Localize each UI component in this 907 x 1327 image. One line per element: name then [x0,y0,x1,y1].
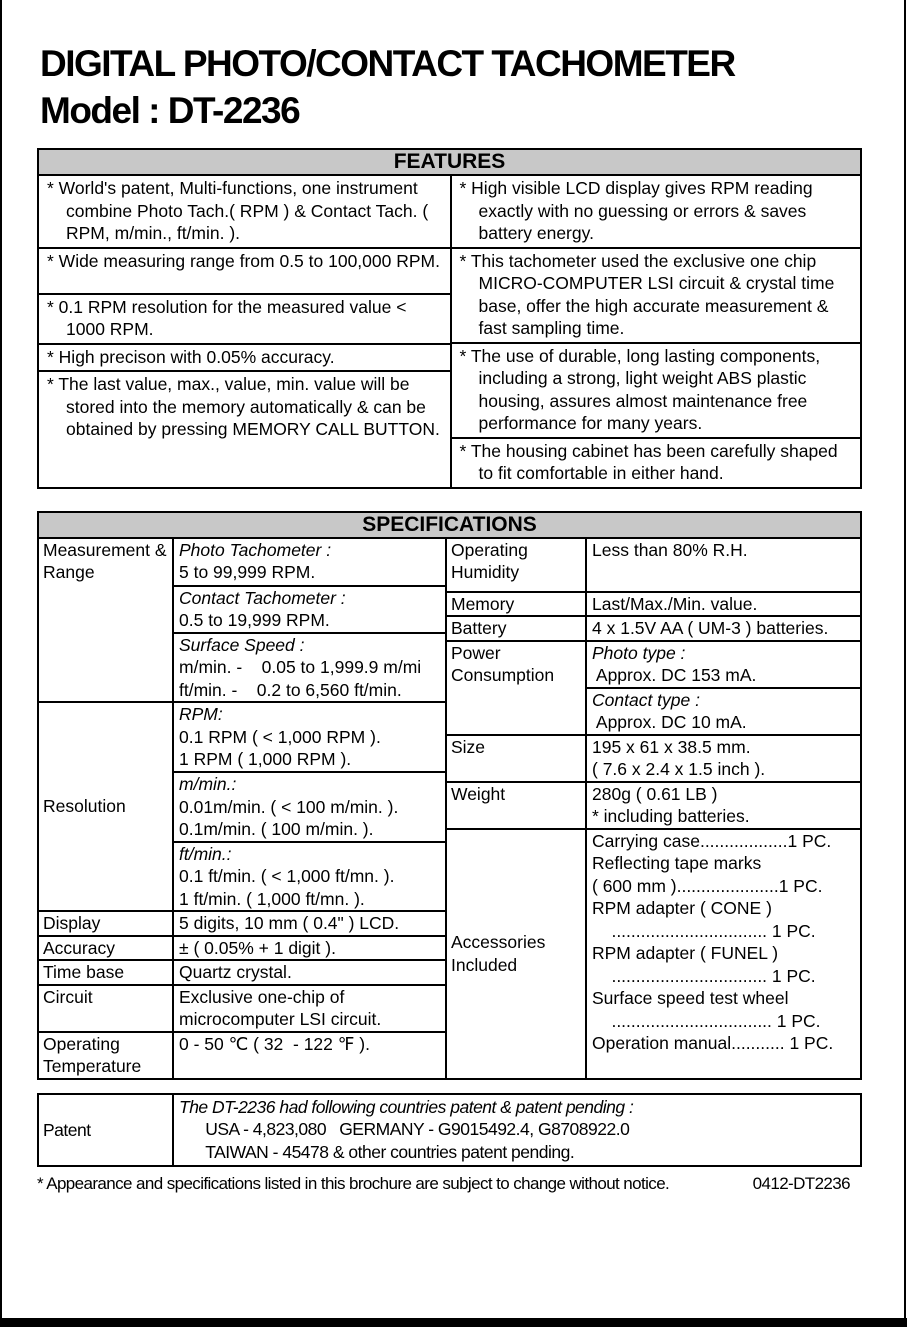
footer-code: 0412-DT2236 [752,1174,850,1193]
spec-row-accuracy [39,935,445,960]
spec-line: RPM adapter ( CONE ) [592,898,772,918]
page-left-rule [0,0,2,1327]
feature-item: * World's patent, Multi-functions, one instrument combine Photo Tach.( RPM ) & Contact Tach. ( RPM, m/min., ft/min. ). [47,178,429,243]
features-columns [39,176,860,487]
spec-line: ................................ 1 PC. [592,965,816,986]
spec-line: Approx. DC 153 mA. [592,665,757,685]
spec-label: Time base [43,962,125,982]
spec-line: 0.01m/min. ( < 100 m/min. ). [179,796,399,817]
feature-item: * High visible LCD display gives RPM reading exactly with no guessing or errors & saves battery energy. [459,178,813,243]
spec-line: 1 ft/min. ( 1,000 ft/mn. ). [179,888,365,909]
spec-subcell [587,687,860,734]
spec-row-power-consumption [447,640,860,734]
page-title-line2: Model : DT-2236 [40,90,300,131]
spec-right-half [445,539,860,1078]
spec-row-timebase [39,959,445,984]
features-header: FEATURES [39,150,860,176]
spec-label: Operating Temperature [43,1033,142,1076]
spec-sub-title: Surface Speed : [179,634,305,655]
spec-row-measurement [39,539,445,702]
spec-row-memory [447,591,860,616]
spec-value: ± ( 0.05% + 1 digit ). [179,937,336,958]
patent-table [37,1093,862,1168]
spec-row-operating-temperature [39,1031,445,1078]
spec-subcell [174,632,445,702]
spec-value: 0 - 50 ℃ ( 32 - 122 ℉ ). [179,1033,370,1054]
spec-line: Exclusive one-chip of [179,986,345,1007]
footer [37,1173,862,1194]
page-content [37,0,862,1194]
patent-label: Patent [43,1119,91,1140]
spec-line: 0.1 RPM ( < 1,000 RPM ). [179,726,381,747]
specifications-table [37,511,862,1080]
title-block [40,40,862,134]
spec-value: Quartz crystal. [179,962,292,982]
spec-row-battery [447,615,860,640]
spec-sub-title: m/min.: [179,774,237,794]
spec-row-weight [447,781,860,828]
spec-line: ( 600 mm ).....................1 PC. [592,875,823,896]
patent-line: TAIWAN - 45478 & other countries patent pending. [179,1141,575,1162]
spec-value: 4 x 1.5V AA ( UM-3 ) batteries. [592,618,829,638]
spec-subcell [587,642,860,687]
spec-label: Circuit [43,986,93,1007]
spec-sub-title: RPM: [179,704,223,724]
spec-subgroup [172,539,445,702]
spec-subcell [174,539,445,585]
feature-item: * The housing cabinet has been carefully shaped to fit comfortable in either hand. [452,437,861,487]
spec-subgroup [585,642,860,734]
specifications-columns [39,539,860,1078]
spec-line: Surface speed test wheel [592,988,789,1008]
feature-item: * This tachometer used the exclusive one chip MICRO-COMPUTER LSI circuit & crystal time base, offer the high accurate measurement & fast sampling time. [452,247,861,342]
spec-label: Power Consumption [451,642,555,685]
spec-line: 1 RPM ( 1,000 RPM ). [179,749,352,769]
spec-label: Memory [451,593,515,614]
spec-left-half [39,539,445,1078]
feature-item: * The last value, max., value, min. value will be stored into the memory automatically & can be obtained by pressing MEMORY CALL BUTTON. [39,370,450,487]
spec-label: Accuracy [43,937,115,958]
spec-sub-title: Photo Tachometer : [179,539,332,560]
patent-line: USA - 4,823,080 GERMANY - G9015492.4, G8708922.0 [179,1119,630,1139]
spec-value: 5 digits, 10 mm ( 0.4" ) LCD. [179,913,400,933]
spec-row-circuit [39,984,445,1031]
feature-item: * Wide measuring range from 0.5 to 100,000 RPM. [39,247,450,293]
spec-value: Last/Max./Min. value. [592,593,758,614]
spec-subgroup [172,703,445,910]
spec-line: Approx. DC 10 mA. [592,712,747,732]
spec-subcell [174,771,445,841]
page-right-rule [904,0,906,1327]
spec-label: Accessories Included [451,932,546,975]
features-left-column [39,176,450,487]
spec-row-operating-humidity [447,539,860,591]
spec-subcell [174,841,445,911]
spec-label: Resolution [43,796,126,817]
spec-line: Reflecting tape marks [592,853,762,873]
spec-line: Operation manual........... 1 PC. [592,1033,834,1053]
spec-line: * including batteries. [592,806,750,826]
feature-item: * 0.1 RPM resolution for the measured value < 1000 RPM. [39,293,450,343]
spec-line: 0.1m/min. ( 100 m/min. ). [179,819,374,839]
spec-subcell [174,585,445,632]
features-right-column [450,176,861,487]
spec-label: Battery [451,618,507,638]
feature-item: * The use of durable, long lasting components, including a strong, light weight ABS plastic housing, assures almost maintenance free performance for many years. [452,342,861,437]
spec-sub-title: Contact type : [592,689,700,710]
spec-sub-title: Contact Tachometer : [179,587,346,608]
spec-line: microcomputer LSI circuit. [179,1009,382,1029]
spec-row-accessories [447,828,860,1078]
spec-row-size [447,734,860,781]
spec-line: 0.1 ft/min. ( < 1,000 ft/mn. ). [179,866,395,886]
spec-line: ( 7.6 x 2.4 x 1.5 inch ). [592,759,766,779]
spec-line: 0.5 to 19,999 RPM. [179,610,330,630]
patent-title-line: The DT-2236 had following countries patent & patent pending : [179,1096,634,1117]
spec-line: 5 to 99,999 RPM. [179,562,316,582]
feature-item: * High precison with 0.05% accuracy. [39,343,450,371]
patent-row [39,1095,860,1166]
spec-row-display [39,910,445,935]
spec-label: Display [43,913,101,933]
spec-line: ................................. 1 PC. [592,1010,821,1031]
spec-line: RPM adapter ( FUNEL ) [592,943,779,963]
spec-label: Weight [451,783,506,804]
spec-label: Size [451,736,486,757]
spec-line: 280g ( 0.61 LB ) [592,783,718,804]
patent-value [172,1095,860,1166]
spec-label: Measurement & Range [43,539,167,582]
features-table [37,148,862,489]
specifications-header: SPECIFICATIONS [39,513,860,539]
spec-line: ft/min. - 0.2 to 6,560 ft/min. [179,679,402,700]
spec-row-resolution [39,701,445,910]
spec-line: ................................ 1 PC. [592,920,816,941]
spec-line: 195 x 61 x 38.5 mm. [592,736,751,757]
page-bottom-bar [0,1318,907,1327]
footer-note: * Appearance and specifications listed in this brochure are subject to change without notice. [37,1174,670,1193]
spec-sub-title: ft/min.: [179,843,232,864]
spec-label: Operating Humidity [451,539,528,582]
spec-line: m/min. - 0.05 to 1,999.9 m/mi [179,657,422,677]
spec-line: Carrying case..................1 PC. [592,830,832,851]
spec-value: Less than 80% R.H. [592,539,748,560]
spec-subcell [174,703,445,771]
spec-sub-title: Photo type : [592,642,686,663]
page-title-line1: DIGITAL PHOTO/CONTACT TACHOMETER [40,43,735,84]
